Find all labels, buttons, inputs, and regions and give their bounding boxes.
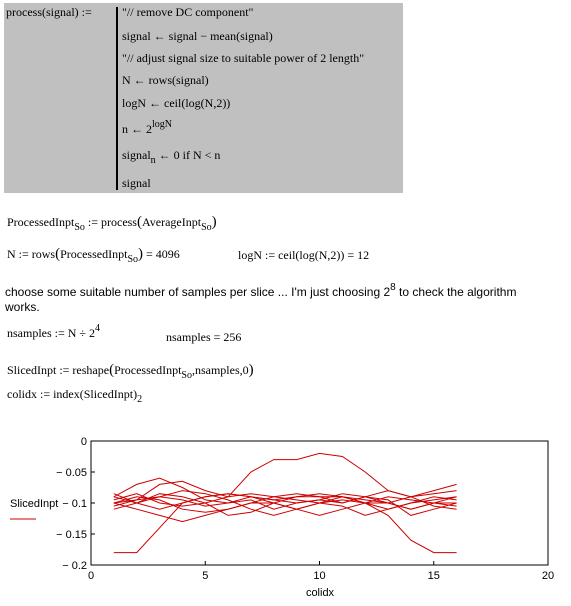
x-tick-label: 0 [87, 570, 95, 582]
program-line-8: signal [122, 176, 151, 190]
x-tick-label: 20 [541, 570, 555, 582]
y-tick-label: − 0.15 [56, 529, 87, 541]
program-line-3: "// adjust signal size to suitable power of 2 length" [122, 51, 365, 65]
comment-line-2[interactable]: works. [5, 300, 40, 314]
n-equation[interactable]: N := rows(ProcessedInpt$_{So}$) = 4096 [7, 246, 180, 265]
x-tick-label: 15 [427, 570, 440, 582]
y-tick-label: − 0.2 [62, 560, 87, 572]
program-line-5: logN ← ceil(log(N,2)) [122, 96, 231, 110]
colidx-equation[interactable]: colidx := $index(SlicedInpt)_2$ [7, 387, 143, 405]
x-tick-label: 5 [202, 570, 209, 582]
nsamples-result[interactable]: nsamples = 256 [166, 330, 242, 344]
program-signature: process(signal) := [6, 5, 92, 19]
program-line-2: signal ← signal − mean(signal) [122, 29, 273, 43]
program-bracket [116, 7, 118, 190]
x-axis-label: colidx [305, 587, 335, 599]
y-tick-label: − 0.05 [56, 467, 87, 479]
processed-equation[interactable]: ProcessedInpt$_{So}$ := process(AverageInpt$_{So}$) [7, 214, 217, 233]
y-tick-label: − 0.1 [62, 498, 87, 510]
program-line-1: "// remove DC component" [122, 5, 254, 19]
y-tick-label: 0 [80, 436, 87, 448]
logn-equation[interactable]: logN := ceil(log(N,2)) = 12 [238, 248, 370, 262]
program-line-7: signal$_n$ ← 0 if N < n [122, 148, 221, 166]
sliced-equation[interactable]: SlicedInpt := reshape(ProcessedInpt$_{So}$,nsamples,0) [7, 362, 254, 381]
program-line-4: N ← rows(signal) [122, 73, 209, 87]
program-line-6: n ← $2^{logN}$ [122, 119, 172, 136]
y-axis-label: SlicedInpt [10, 498, 59, 510]
comment-line-1[interactable]: choose some suitable number of samples per slice ... I'm just choosing $2^8$ to check the algorithm [5, 282, 517, 299]
sliced-plot[interactable] [0, 425, 571, 605]
series-line-4 [114, 497, 457, 522]
x-tick-label: 10 [313, 570, 326, 582]
nsamples-equation[interactable]: nsamples := $N \div 2^4$ [7, 323, 101, 340]
